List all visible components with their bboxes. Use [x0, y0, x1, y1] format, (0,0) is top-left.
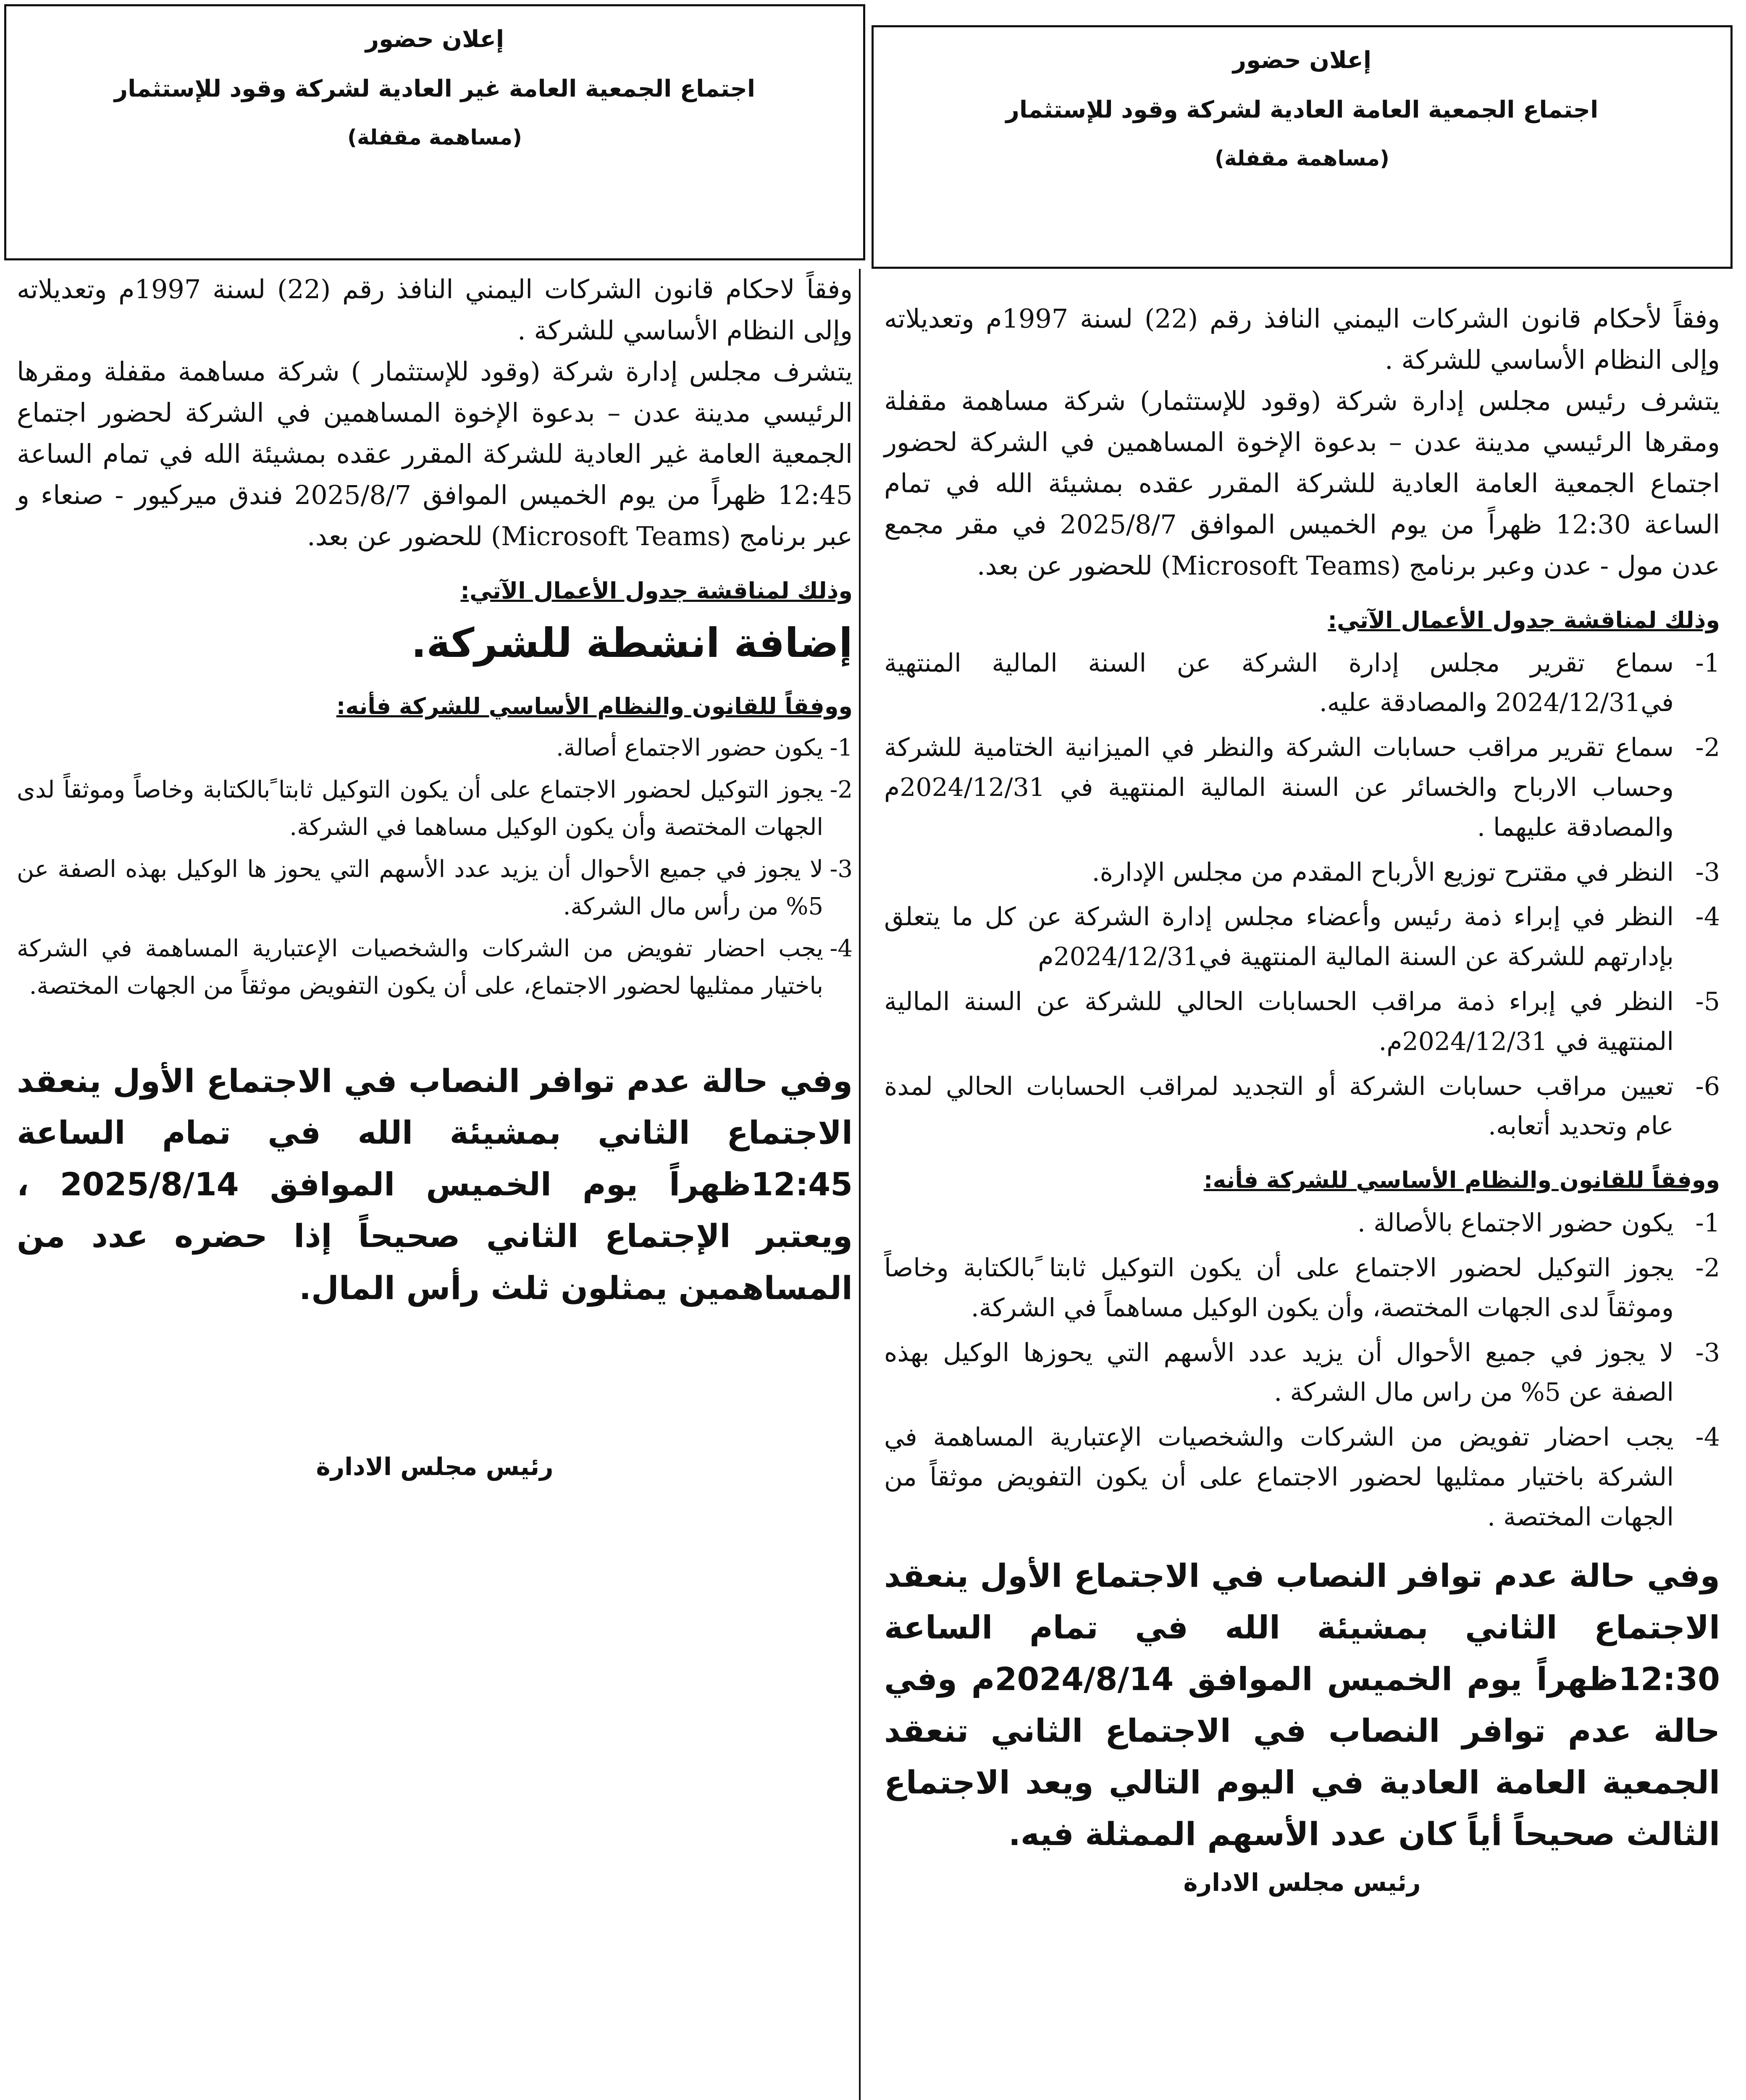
item-number: 3-: [1695, 1338, 1720, 1368]
notice-header-box: [4, 4, 865, 260]
agenda-item: [884, 1067, 1720, 1147]
item-number: 1-: [1695, 648, 1720, 678]
agenda-item: إضافة انشطة للشركة.: [411, 619, 853, 667]
company-type: (مساهمة مقفلة): [1215, 146, 1389, 171]
item-text: يجب احضار تفويض من الشركات والشخصيات الإعتبارية المساهمة في الشركة باختيار ممثليها لحضور الاجتماع، على أن يكون التفويض موثقاً من الجهات المختصة.: [17, 935, 823, 1000]
invitation-paragraph: يتشرف رئيس مجلس إدارة شركة (وقود للإستثمار) شركة مساهمة مقفلة ومقرها الرئيسي مدينة عدن – بدعوة الإخوة المساهمين في الشركة لحضور اجتماع الجمعية العامة العادية للشركة المقرر عقده بمشيئة الله في تمام الساعة 12:30 ظهراً من يوم الخميس الموافق 2025/8/7 في مقر مجمع عدن مول - عدن وعبر برنامج (Microsoft Teams) للحضور عن بعد.: [884, 385, 1720, 581]
item-number: 2-: [1695, 1253, 1720, 1283]
signature: رئيس مجلس الادارة: [316, 1452, 554, 1481]
rule-item: [884, 1248, 1720, 1328]
invitation-paragraph: يتشرف مجلس إدارة شركة (وقود للإستثمار ) شركة مساهمة مقفلة ومقرها الرئيسي مدينة عدن – بدعوة الإخوة المساهمين في الشركة لحضور اجتماع الجمعية العامة غير العادية للشركة المقرر عقده بمشيئة الله في تمام الساعة 12:45 ظهراً من يوم الخميس الموافق 2025/8/7 فندق ميركيور - صنعاء و عبر برنامج (Microsoft Teams) للحضور عن بعد.: [17, 356, 853, 551]
rule-item: [884, 1333, 1720, 1413]
item-number: 1-: [1695, 1208, 1720, 1238]
item-number: 4-: [1695, 1423, 1720, 1452]
item-number: 3-: [830, 856, 853, 883]
item-text: النظر في مقترح توزيع الأرباح المقدم من مجلس الإدارة.: [1092, 857, 1674, 887]
notice-body: [4, 269, 865, 1481]
agenda-item: [884, 643, 1720, 723]
notice-subtitle: اجتماع الجمعية العامة غير العادية لشركة وقود للإستثمار: [114, 75, 756, 103]
item-text: يكون حضور الاجتماع أصالة.: [556, 734, 823, 761]
intro-paragraph: وفقاً لاحكام قانون الشركات اليمني النافذ رقم (22) لسنة 1997م وتعديلاته وإلى النظام الأساسي للشركة .: [17, 274, 853, 346]
notice-title: إعلان حضور: [1232, 47, 1372, 74]
item-text: يجب احضار تفويض من الشركات والشخصيات الإعتبارية المساهمة في الشركة باختيار ممثليها لحضور الاجتماع على أن يكون التفويض موثقاً من الجهات المختصة .: [884, 1423, 1674, 1532]
rule-item: [17, 851, 853, 925]
agenda-heading: وذلك لمناقشة جدول الأعمال الآتي:: [460, 577, 853, 604]
quorum-paragraph: وفي حالة عدم توافر النصاب في الاجتماع الأول ينعقد الاجتماع الثاني بمشيئة الله في تمام الساعة 12:30ظهراً يوم الخميس الموافق 2024/8/14م وفي حالة عدم توافر النصاب في الاجتماع الثاني تنعقد الجمعية العامة العادية في اليوم التالي ويعد الاجتماع الثالث صحيحاً أياً كان عدد الأسهم الممثلة فيه.: [884, 1557, 1720, 1853]
item-text: تعيين مراقب حسابات الشركة أو التجديد لمراقب الحسابات الحالي لمدة عام وتحديد أتعابه.: [884, 1071, 1674, 1141]
item-text: النظر في إبراء ذمة رئيس وأعضاء مجلس إدارة الشركة عن كل ما يتعلق بإدارتهم للشركة عن السنة المالية المنتهية في2024/12/31م: [884, 902, 1674, 972]
item-number: 2-: [830, 776, 853, 804]
item-text: سماع تقرير مراقب حسابات الشركة والنظر في الميزانية الختامية للشركة وحساب الارباح والخسائر عن السنة المالية المنتهية في 2024/12/31م والمصادقة عليهما .: [884, 733, 1674, 842]
agenda-item: [884, 982, 1720, 1062]
rules-heading: ووفقاً للقانون والنظام الأساسي للشركة فأنه:: [1203, 1167, 1720, 1194]
signature: رئيس مجلس الادارة: [1183, 1868, 1421, 1897]
item-number: 4-: [1695, 902, 1720, 932]
item-text: يجوز التوكيل لحضور الاجتماع على أن يكون التوكيل ثابتا ًبالكتابة وخاصاً وموثقاً لدى الجهات المختصة، وأن يكون الوكيل مساهماً في الشركة.: [884, 1253, 1674, 1323]
item-number: 4-: [830, 935, 853, 963]
agenda-item: [884, 853, 1720, 892]
notice-subtitle: اجتماع الجمعية العامة العادية لشركة وقود للإستثمار: [1006, 96, 1599, 124]
agenda-list: [884, 643, 1720, 1147]
item-text: يجوز التوكيل لحضور الاجتماع على أن يكون التوكيل ثابتا ًبالكتابة وخاصاً وموثقاً لدى الجهات المختصة وأن يكون الوكيل مساهما في الشركة.: [17, 776, 823, 841]
item-number: 6-: [1695, 1071, 1720, 1101]
ordinary-assembly-notice: [872, 25, 1733, 2100]
agenda-heading: وذلك لمناقشة جدول الأعمال الآتي:: [1328, 606, 1720, 633]
notice-title: إعلان حضور: [365, 26, 504, 53]
notice-header-box: [872, 25, 1733, 269]
rules-list: [17, 730, 853, 1005]
extraordinary-assembly-notice: [4, 4, 865, 2062]
rule-item: [17, 730, 853, 766]
quorum-paragraph: وفي حالة عدم توافر النصاب في الاجتماع الأول ينعقد الاجتماع الثاني بمشيئة الله في تمام الساعة 12:45ظهراً يوم الخميس الموافق 2025/8/14 ، ويعتبر الإجتماع الثاني صحيحاً إذا حضره عدد من المساهمين يمثلون ثلث رأس المال.: [17, 1062, 853, 1307]
agenda-item: [884, 728, 1720, 847]
rules-list: [884, 1203, 1720, 1537]
item-text: لا يجوز في جميع الأحوال أن يزيد عدد الأسهم التي يحوزها الوكيل بهذه الصفة عن 5% من راس مال الشركة .: [884, 1338, 1674, 1407]
rule-item: [884, 1418, 1720, 1537]
rules-heading: ووفقاً للقانون والنظام الأساسي للشركة فأنه:: [336, 693, 853, 719]
company-type: (مساهمة مقفلة): [347, 125, 522, 150]
item-number: 1-: [830, 734, 853, 761]
item-text: يكون حضور الاجتماع بالأصالة .: [1357, 1208, 1674, 1238]
item-text: سماع تقرير مجلس إدارة الشركة عن السنة المالية المنتهية في2024/12/31 والمصادقة عليه.: [884, 648, 1674, 718]
item-number: 5-: [1695, 987, 1720, 1017]
item-number: 2-: [1695, 733, 1720, 763]
item-text: النظر في إبراء ذمة مراقب الحسابات الحالي للشركة عن السنة المالية المنتهية في 2024/12/31م.: [884, 987, 1674, 1056]
rule-item: [884, 1203, 1720, 1243]
item-text: لا يجوز في جميع الأحوال أن يزيد عدد الأسهم التي يحوز ها الوكيل بهذه الصفة عن 5% من رأس مال الشركة.: [17, 856, 823, 920]
agenda-item: [884, 897, 1720, 977]
item-number: 3-: [1695, 857, 1720, 887]
notice-body: [872, 298, 1733, 1897]
rule-item: [17, 930, 853, 1005]
intro-paragraph: وفقاً لأحكام قانون الشركات اليمني النافذ رقم (22) لسنة 1997م وتعديلاته وإلى النظام الأساسي للشركة .: [884, 303, 1720, 375]
rule-item: [17, 772, 853, 846]
